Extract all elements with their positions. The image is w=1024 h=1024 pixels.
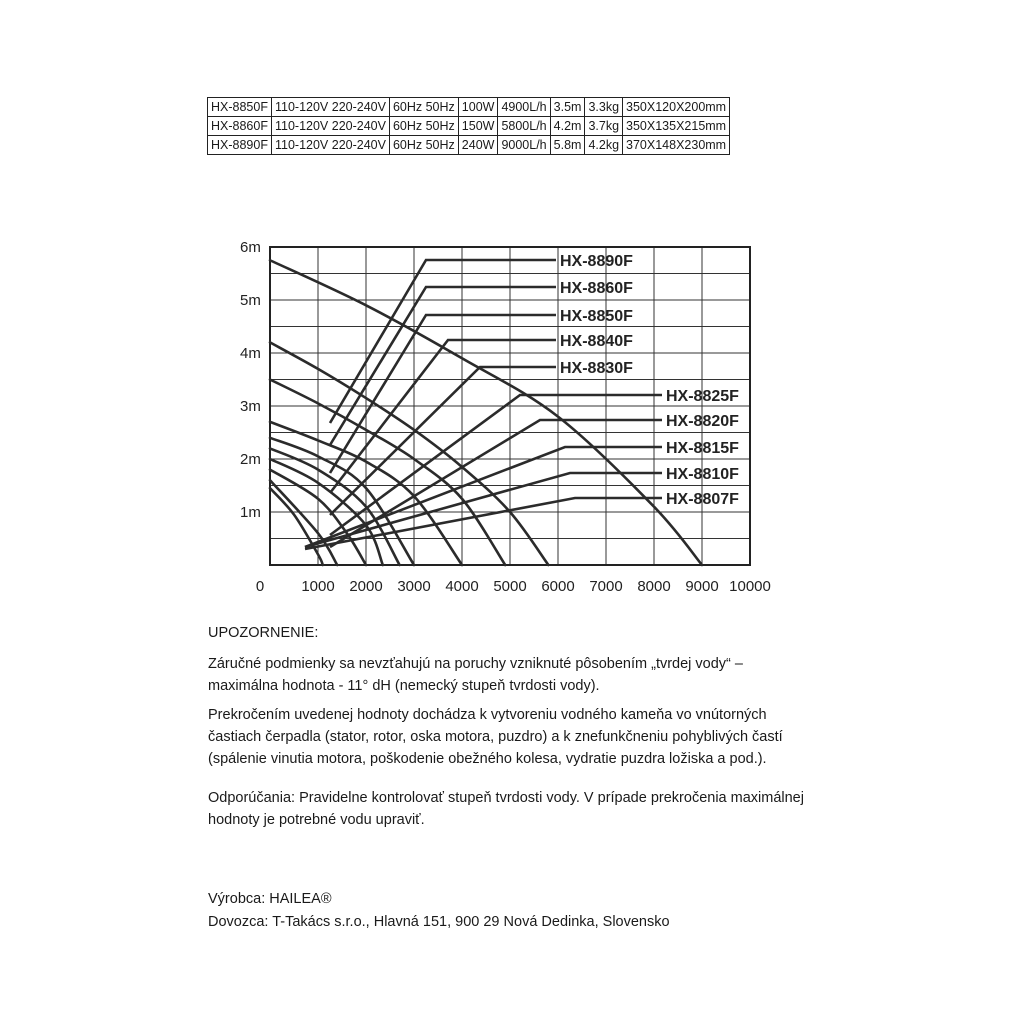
spec-row (208, 136, 730, 155)
spec-table-body (208, 98, 730, 155)
spec-cell: 60Hz 50Hz (389, 117, 458, 136)
curve-hx-8810f (270, 480, 337, 565)
spec-cell: HX-8850F (208, 98, 272, 117)
leader-hx-8890f (330, 260, 556, 423)
y-tick-label: 2m (240, 451, 261, 468)
x-tick-label: 9000 (685, 578, 719, 595)
series-label-hx-8810f: HX-8810F (666, 466, 739, 483)
spec-row (208, 98, 730, 117)
spec-cell: 5800L/h (498, 117, 550, 136)
y-tick-label: 6m (240, 239, 261, 256)
series-label-hx-8850f: HX-8850F (560, 308, 633, 325)
spec-cell: 110-120V 220-240V (271, 136, 389, 155)
spec-cell: 100W (458, 98, 498, 117)
y-tick-label: 5m (240, 292, 261, 309)
spec-row (208, 117, 730, 136)
y-tick-label: 4m (240, 345, 261, 362)
spec-cell: 3.7kg (585, 117, 623, 136)
spec-cell: 150W (458, 117, 498, 136)
x-tick-label: 3000 (397, 578, 431, 595)
spec-cell: 350X120X200mm (623, 98, 730, 117)
spec-cell: 5.8m (550, 136, 585, 155)
x-tick-label: 10000 (729, 578, 771, 595)
series-label-hx-8830f: HX-8830F (560, 360, 633, 377)
series-label-hx-8860f: HX-8860F (560, 280, 633, 297)
y-tick-label: 3m (240, 398, 261, 415)
spec-cell: 4900L/h (498, 98, 550, 117)
spec-cell: 4.2m (550, 117, 585, 136)
spec-cell: 3.3kg (585, 98, 623, 117)
chart-series-labels (560, 253, 739, 508)
manufacturer-line: Výrobca: HAILEA® (208, 891, 332, 907)
x-tick-label: 6000 (541, 578, 575, 595)
x-tick-label: 2000 (349, 578, 383, 595)
x-tick-label: 8000 (637, 578, 671, 595)
spec-cell: 60Hz 50Hz (389, 98, 458, 117)
series-label-hx-8890f: HX-8890F (560, 253, 633, 270)
spec-cell: 240W (458, 136, 498, 155)
x-tick-label: 1000 (301, 578, 335, 595)
notice-title: UPOZORNENIE: (208, 625, 319, 641)
series-label-hx-8807f: HX-8807F (666, 491, 739, 508)
spec-cell: 110-120V 220-240V (271, 117, 389, 136)
spec-cell: 9000L/h (498, 136, 550, 155)
spec-cell: 370X148X230mm (623, 136, 730, 155)
series-label-hx-8840f: HX-8840F (560, 333, 633, 350)
spec-cell: 3.5m (550, 98, 585, 117)
spec-cell: HX-8860F (208, 117, 272, 136)
series-label-hx-8820f: HX-8820F (666, 413, 739, 430)
x-tick-label: 0 (255, 578, 265, 595)
notice-paragraph-damage: Prekročením uvedenej hodnoty dochádza k vytvoreniu vodného kameňa vo vnútorných častiach čerpadla (stator, rotor, oska motora, puzdro) a k znefunkčneniu pohyblivých častí (spálenie vinutia motora, poškodenie obežného kolesa, vydratie puzdra ložiska a pod.). (208, 707, 783, 767)
spec-cell: 110-120V 220-240V (271, 98, 389, 117)
x-tick-label: 5000 (493, 578, 527, 595)
x-tick-label: 7000 (589, 578, 623, 595)
chart-leader-lines (305, 260, 662, 549)
curve-hx-8807f (270, 488, 323, 565)
spec-cell: HX-8890F (208, 136, 272, 155)
series-label-hx-8815f: HX-8815F (666, 440, 739, 457)
spec-cell: 4.2kg (585, 136, 623, 155)
performance-chart (230, 235, 790, 605)
notice-paragraph-recommendation: Odporúčania: Pravidelne kontrolovať stupeň tvrdosti vody. V prípade prekročenia maximálnej hodnoty je potrebné vodu upraviť. (208, 790, 804, 828)
notice-paragraph-warranty: Záručné podmienky sa nevzťahujú na poruchy vzniknuté pôsobením „tvrdej vody“ – maximálna hodnota - 11° dH (nemecký stupeň tvrdosti vody). (208, 656, 743, 694)
spec-cell: 350X135X215mm (623, 117, 730, 136)
series-label-hx-8825f: HX-8825F (666, 388, 739, 405)
x-tick-label: 4000 (445, 578, 479, 595)
spec-table (207, 97, 730, 155)
importer-line: Dovozca: T-Takács s.r.o., Hlavná 151, 900 29 Nová Dedinka, Slovensko (208, 914, 670, 930)
y-tick-label: 1m (240, 504, 261, 521)
spec-cell: 60Hz 50Hz (389, 136, 458, 155)
leader-hx-8807f (305, 498, 662, 549)
